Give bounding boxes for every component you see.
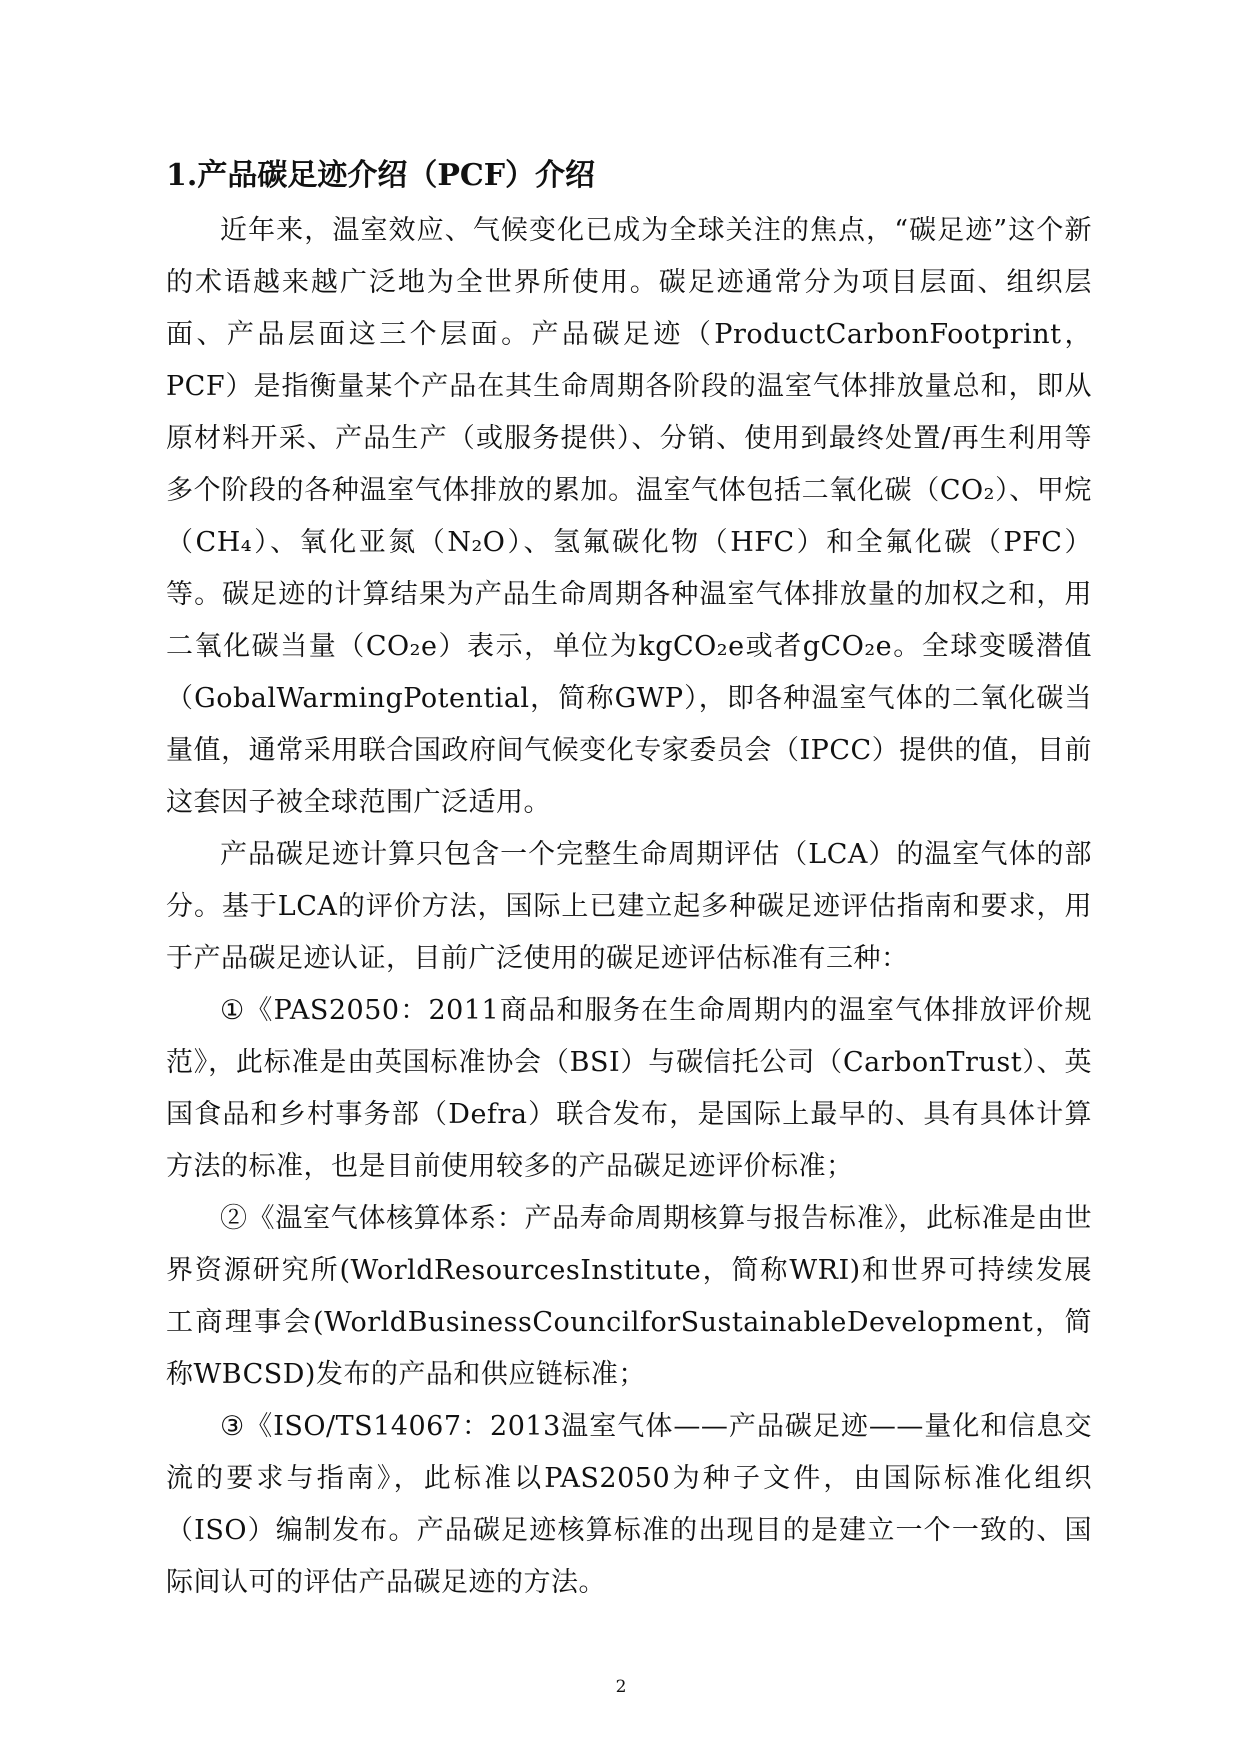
paragraph-intro: 近年来，温室效应、气候变化已成为全球关注的焦点，“碳足迹”这个新的术语越来越广泛地为全世界所使用。碳足迹通常分为项目层面、组织层面、产品层面这三个层面。产品碳足迹（ProductCarbonFootprint，PCF）是指衡量某个产品在其生命周期各阶段的温室气体排放量总和，即从原材料开采、产品生产（或服务提供）、分销、使用到最终处置/再生利用等多个阶段的各种温室气体排放的累加。温室气体包括二氧化碳（CO₂）、甲烷（CH₄）、氧化亚氮（N₂O）、氢氟碳化物（HFC）和全氟化碳（PFC）等。碳足迹的计算结果为产品生命周期各种温室气体排放量的加权之和，用二氧化碳当量（CO₂e）表示，单位为kgCO₂e或者gCO₂e。全球变暖潜值（GobalWarmingPotential，简称GWP），即各种温室气体的二氧化碳当量值，通常采用联合国政府间气候变化专家委员会（IPCC）提供的值，目前这套因子被全球范围广泛适用。 [166,215,1092,818]
page-number: 2 [615,1677,627,1697]
paragraph-standard-ghg-protocol: ②《温室气体核算体系：产品寿命周期核算与报告标准》，此标准是由世界资源研究所(WorldResourcesInstitute，简称WRI)和世界可持续发展工商理事会(WorldBusinessCouncilforSustainableDevelopment，简称WBCSD)发布的产品和供应链标准； [166,1203,1092,1390]
body-text [166,205,1092,1609]
paragraph-standard-iso14067: ③《ISO/TS14067：2013温室气体——产品碳足迹——量化和信息交流的要求与指南》，此标准以PAS2050为种子文件，由国际标准化组织（ISO）编制发布。产品碳足迹核算标准的出现目的是建立一个一致的、国际间认可的评估产品碳足迹的方法。 [166,1411,1092,1598]
paragraph-standard-pas2050: ①《PAS2050：2011商品和服务在生命周期内的温室气体排放评价规范》，此标准是由英国标准协会（BSI）与碳信托公司（CarbonTrust）、英国食品和乡村事务部（Defra）联合发布，是国际上最早的、具有具体计算方法的标准，也是目前使用较多的产品碳足迹评价标准； [166,995,1092,1182]
section-heading: 1.产品碳足迹介绍（PCF）介绍 [166,158,596,193]
paragraph-standards-overview: 产品碳足迹计算只包含一个完整生命周期评估（LCA）的温室气体的部分。基于LCA的评价方法，国际上已建立起多种碳足迹评估指南和要求，用于产品碳足迹认证，目前广泛使用的碳足迹评估标准有三种： [166,839,1092,974]
